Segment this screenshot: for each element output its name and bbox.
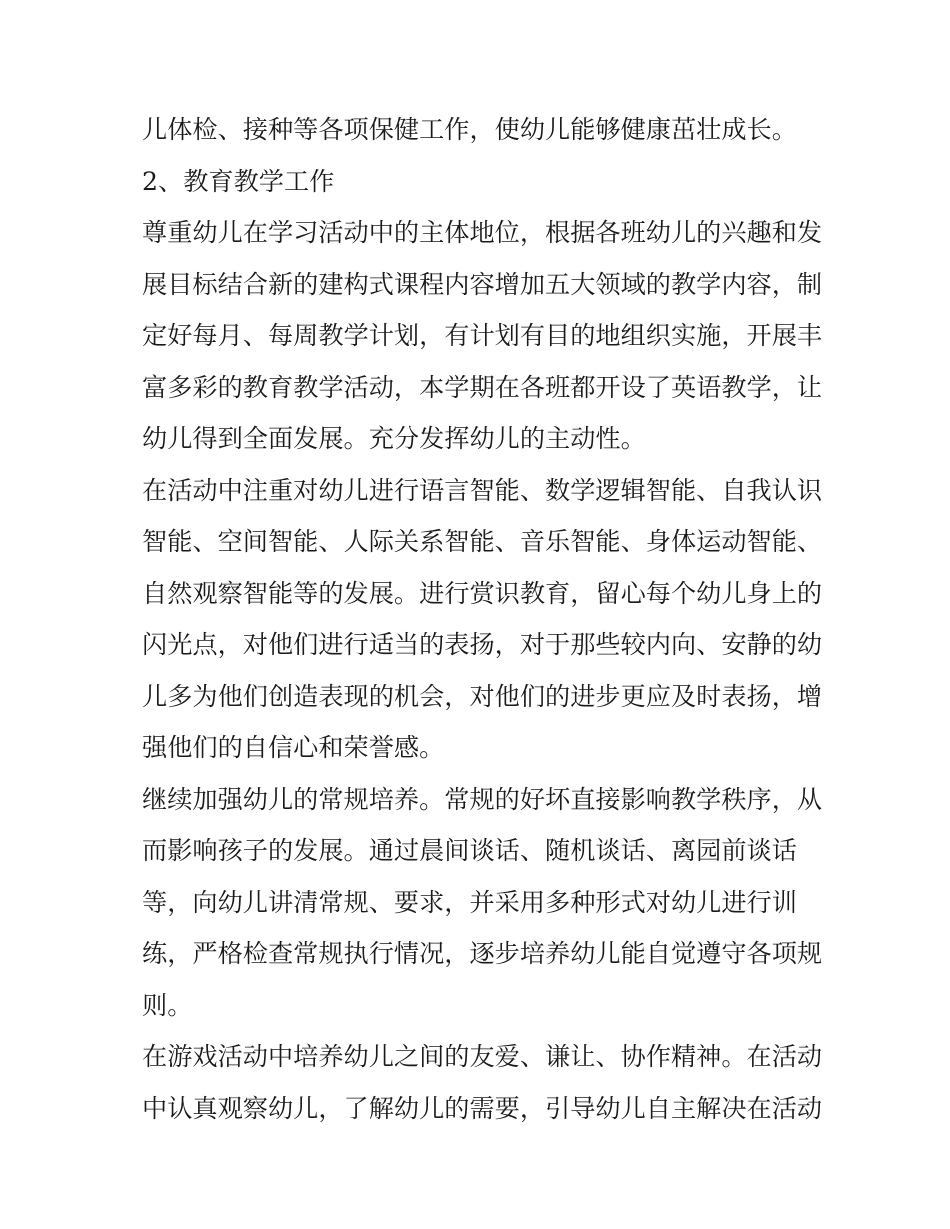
text-line: 闪光点，对他们进行适当的表扬，对于那些较内向、安静的幼	[142, 630, 823, 659]
text-line: 尊重幼儿在学习活动中的主体地位，根据各班幼儿的兴趣和发	[142, 218, 823, 247]
body-text	[142, 104, 822, 1134]
text-line: 幼儿得到全面发展。充分发挥幼儿的主动性。	[142, 424, 646, 453]
section-heading: 2、教育教学工作	[142, 166, 335, 196]
text-line: 等，向幼儿讲清常规、要求，并采用多种形式对幼儿进行训	[142, 887, 797, 917]
text-line: 练，严格检查常规执行情况，逐步培养幼儿能自觉遵守各项规	[142, 939, 823, 968]
text-line: 在活动中注重对幼儿进行语言智能、数学逻辑智能、自我认识	[142, 475, 823, 505]
text-line: 定好每月、每周教学计划，有计划有目的地组织实施，开展丰	[142, 321, 823, 350]
text-line: 智能、空间智能、人际关系智能、音乐智能、身体运动智能、	[142, 527, 823, 556]
text-line: 富多彩的教育教学活动，本学期在各班都开设了英语教学，让	[142, 372, 823, 402]
text-line: 而影响孩子的发展。通过晨间谈话、随机谈话、离园前谈话	[142, 836, 797, 865]
text-line: 自然观察智能等的发展。进行赏识教育，留心每个幼儿身上的	[142, 578, 823, 608]
text-line: 儿多为他们创造表现的机会，对他们的进步更应及时表扬，增	[142, 681, 823, 711]
text-line: 中认真观察幼儿，了解幼儿的需要，引导幼儿自主解决在活动	[142, 1093, 823, 1123]
text-line: 展目标结合新的建构式课程内容增加五大领域的教学内容，制	[142, 269, 823, 299]
text-line: 强他们的自信心和荣誉感。	[142, 733, 445, 762]
text-line: 则。	[142, 990, 193, 1020]
text-line: 继续加强幼儿的常规培养。常规的好坏直接影响教学秩序，从	[142, 784, 823, 814]
text-line: 儿体检、接种等各项保健工作，使幼儿能够健康茁壮成长。	[142, 115, 797, 144]
text-line: 在游戏活动中培养幼儿之间的友爱、谦让、协作精神。在活动	[142, 1042, 823, 1071]
